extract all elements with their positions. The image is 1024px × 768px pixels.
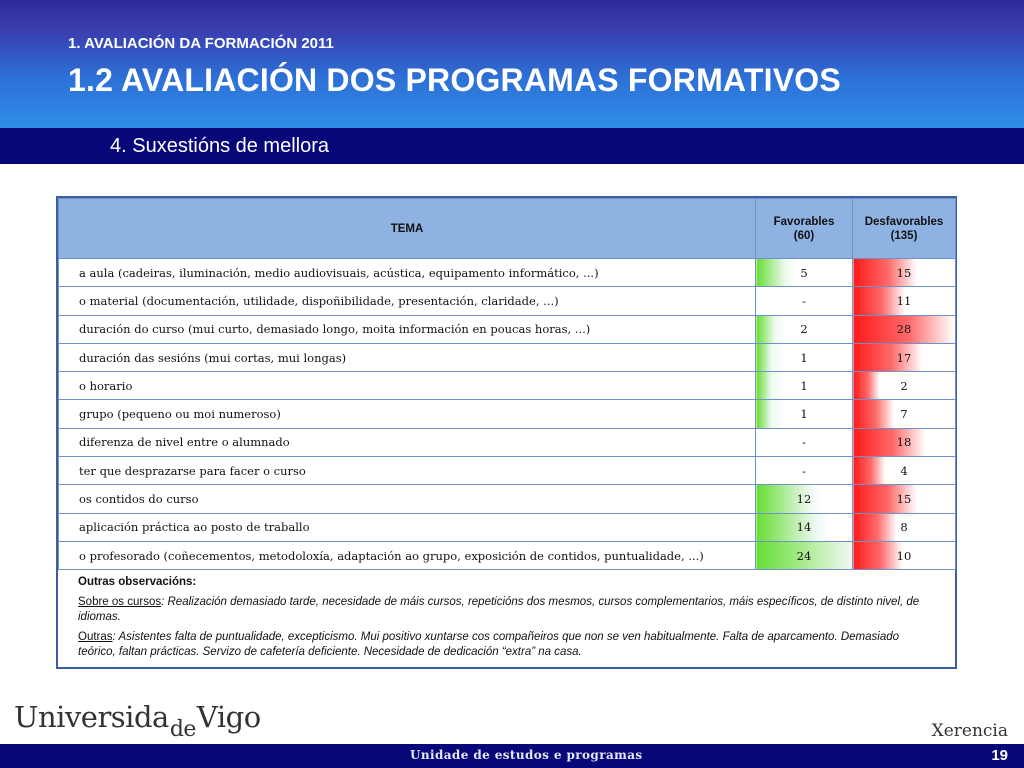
desfavorables-cell: 4 (853, 457, 956, 485)
topic-cell: o horario (59, 372, 756, 400)
table-row (59, 343, 956, 371)
favorables-cell: 1 (756, 343, 853, 371)
observations-courses (78, 595, 938, 625)
table-row (59, 372, 956, 400)
other-observations (78, 575, 938, 665)
desfavorables-cell: 8 (853, 513, 956, 541)
column-header-tema: TEMA (59, 199, 756, 259)
desfavorables-cell: 11 (853, 287, 956, 315)
other-text: : Asistentes falta de puntualidade, excepticismo. Mui positivo xuntarse cos compañeiros que non se ven habitualmente. Falta de aparcamento. Demasiado teórico, faltan prácticas. Servizo de cafetería deficiente. Necesidade de dedicación “extra” na casa. (78, 631, 900, 658)
column-header-favorables (756, 199, 853, 259)
desfavorables-cell: 7 (853, 400, 956, 428)
desfavorables-cell: 17 (853, 343, 956, 371)
favorables-cell: - (756, 428, 853, 456)
table-row (59, 400, 956, 428)
favorables-label: Favorables (773, 215, 835, 228)
favorables-count: (60) (793, 229, 815, 242)
table-row (59, 428, 956, 456)
topic-cell: ter que desprazarse para facer o curso (59, 457, 756, 485)
table-row (59, 541, 956, 569)
slide-header (0, 0, 1024, 128)
favorables-cell: 14 (756, 513, 853, 541)
desfavorables-cell: 2 (853, 372, 956, 400)
favorables-cell: 5 (756, 259, 853, 287)
logo-vigo: Vigo (196, 700, 261, 734)
table-row (59, 315, 956, 343)
observations-heading: Outras observacións: (78, 576, 197, 588)
topic-cell: duración das sesións (mui cortas, mui longas) (59, 343, 756, 371)
favorables-cell: 24 (756, 541, 853, 569)
courses-text: : Realización demasiado tarde, necesidade de máis cursos, repeticións dos mesmos, cursos complementarios, máis específicos, de distinto nivel, de idiomas. (78, 596, 920, 623)
favorables-cell: - (756, 287, 853, 315)
desfavorables-cell: 15 (853, 259, 956, 287)
desfavorables-cell: 10 (853, 541, 956, 569)
topic-cell: a aula (cadeiras, iluminación, medio audiovisuais, acústica, equipamento informático, ...) (59, 259, 756, 287)
favorables-cell: 1 (756, 372, 853, 400)
slide-subtitle: 4. Suxestións de mellora (110, 135, 330, 157)
logo-de: de (169, 717, 196, 742)
page-number: 19 (991, 747, 1008, 764)
department-label: Xerencia (931, 721, 1008, 741)
favorables-cell: 2 (756, 315, 853, 343)
desfavorables-count: (135) (890, 229, 918, 242)
column-header-desfavorables (853, 199, 956, 259)
footer-unit: Unidade de estudos e programas (410, 748, 643, 762)
desfavorables-cell: 15 (853, 485, 956, 513)
footer-bar (0, 744, 1024, 768)
favorables-cell: 12 (756, 485, 853, 513)
topic-cell: grupo (pequeno ou moi numeroso) (59, 400, 756, 428)
desfavorables-label: Desfavorables (864, 215, 944, 228)
suggestions-table (58, 198, 956, 570)
topic-cell: o material (documentación, utilidade, dispoñibilidade, presentación, claridade, ...) (59, 287, 756, 315)
topic-cell: os contidos do curso (59, 485, 756, 513)
favorables-cell: - (756, 457, 853, 485)
subtitle-band (0, 128, 1024, 164)
table-header-row (59, 199, 956, 259)
desfavorables-cell: 18 (853, 428, 956, 456)
university-logo (14, 700, 261, 742)
other-label: Outras (78, 631, 113, 643)
table-row (59, 513, 956, 541)
logo-universidade: Universida (14, 700, 169, 734)
topic-cell: o profesorado (coñecementos, metodoloxía, adaptación ao grupo, exposición de contidos, puntualidade, ...) (59, 541, 756, 569)
topic-cell: diferenza de nivel entre o alumnado (59, 428, 756, 456)
courses-label: Sobre os cursos (78, 596, 162, 608)
section-kicker: 1. AVALIACIÓN DA FORMACIÓN 2011 (68, 35, 334, 52)
table-row (59, 485, 956, 513)
table-row (59, 259, 956, 287)
desfavorables-cell: 28 (853, 315, 956, 343)
topic-cell: duración do curso (mui curto, demasiado longo, moita información en poucas horas, ...) (59, 315, 756, 343)
favorables-cell: 1 (756, 400, 853, 428)
table-row (59, 457, 956, 485)
observations-other (78, 630, 938, 660)
slide-title: 1.2 AVALIACIÓN DOS PROGRAMAS FORMATIVOS (68, 62, 841, 98)
topic-cell: aplicación práctica ao posto de traballo (59, 513, 756, 541)
suggestions-panel (56, 196, 957, 669)
table-row (59, 287, 956, 315)
